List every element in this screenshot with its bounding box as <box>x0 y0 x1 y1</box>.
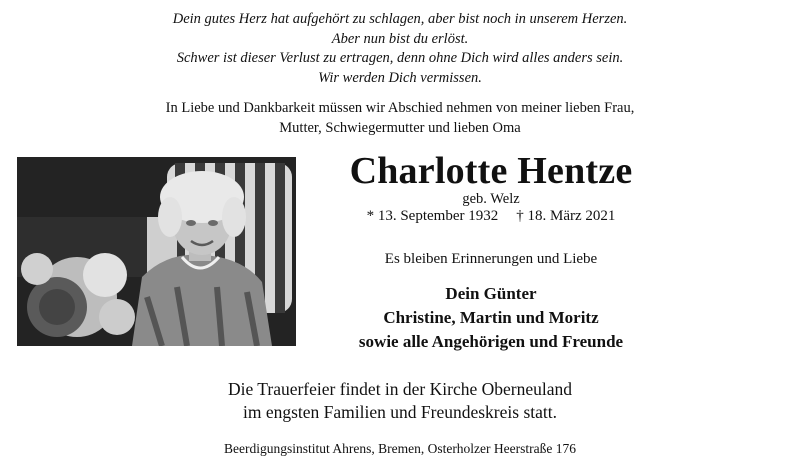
mourners-list <box>306 282 676 354</box>
farewell-intro <box>0 99 800 138</box>
birth-date: * 13. September 1932 <box>366 208 499 224</box>
poem-line: Schwer ist dieser Verlust zu ertragen, denn ohne Dich wird alles anders sein. <box>176 50 624 66</box>
poem-line: Aber nun bist du erlöst. <box>331 30 469 47</box>
portrait-photo-icon <box>17 157 296 346</box>
portrait-photo <box>17 157 296 346</box>
intro-line: Mutter, Schwiegermutter und lieben Oma <box>279 119 521 136</box>
undertaker-address: Beerdigungsinstitut Ahrens, Bremen, Osterholzer Heerstraße 176 <box>223 441 577 456</box>
poem-verse <box>0 10 800 88</box>
mourner-line: Christine, Martin und Moritz <box>383 308 599 327</box>
ceremony-line: im engsten Familien und Freundeskreis statt. <box>243 402 557 422</box>
poem-line: Dein gutes Herz hat aufgehört zu schlagen, aber bist noch in unserem Herzen. <box>172 11 628 27</box>
intro-line: In Liebe und Dankbarkeit müssen wir Abschied nehmen von meiner lieben Frau, <box>165 100 635 116</box>
mourner-line: sowie alle Angehörigen und Freunde <box>358 332 624 351</box>
maiden-name: geb. Welz <box>462 191 520 207</box>
memories-line: Es bleiben Erinnerungen und Liebe <box>384 251 598 267</box>
death-date: † 18. März 2021 <box>516 208 616 224</box>
ceremony-line: Die Trauerfeier findet in der Kirche Oberneuland <box>227 379 573 399</box>
ceremony-notice <box>0 378 800 424</box>
life-dates <box>306 206 676 226</box>
poem-line: Wir werden Dich vermissen. <box>318 69 482 86</box>
mourner-line: Dein Günter <box>445 284 537 303</box>
deceased-name: Charlotte Hentze <box>349 150 633 192</box>
